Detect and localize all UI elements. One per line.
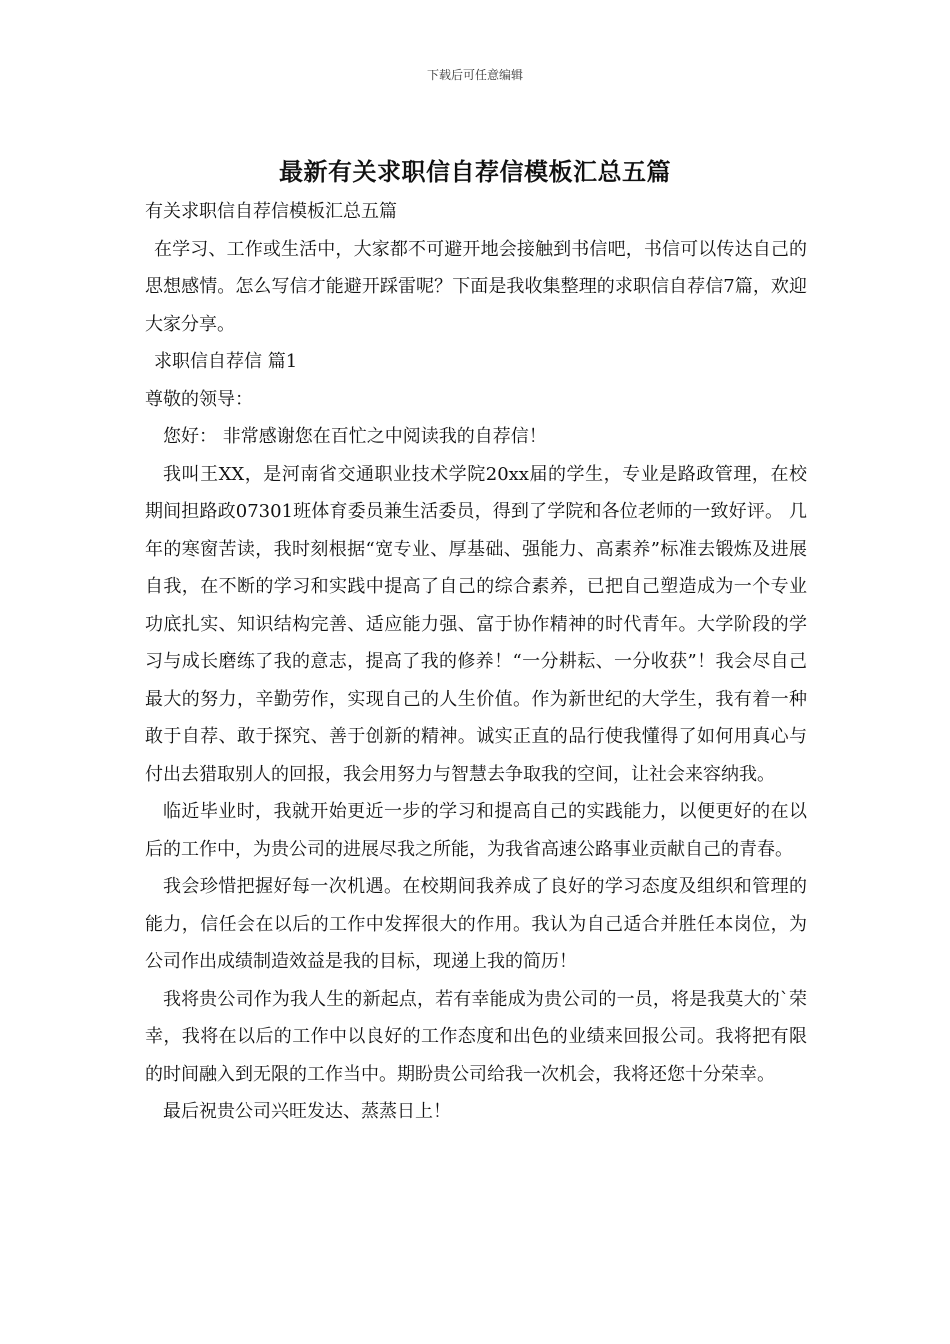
intro-paragraph: 在学习、工作或生活中，大家都不可避开地会接触到书信吧，书信可以传达自己的思想感情。怎么写信才能避开踩雷呢？下面是我收集整理的求职信自荐信7篇，欢迎大家分享。	[145, 238, 807, 335]
body-paragraph: 临近毕业时，我就开始更近一步的学习和提高自己的实践能力，以便更好的在以后的工作中，为贵公司的进展尽我之所能，为我省高速公路事业贡献自己的青春。	[145, 801, 807, 860]
closing-paragraph: 最后祝贵公司兴旺发达、蒸蒸日上！	[163, 1101, 451, 1122]
subtitle-paragraph: 有关求职信自荐信模板汇总五篇	[145, 201, 397, 222]
body-paragraph: 我会珍惜把握好每一次机遇。在校期间我养成了良好的学习态度及组织和管理的能力，信任会在以后的工作中发挥很大的作用。我认为自己适合并胜任本岗位，为公司作出成绩制造效益是我的目标，现递上我的简历！	[145, 876, 807, 972]
header-note: 下载后可任意编辑	[426, 68, 523, 82]
body-paragraph: 我将贵公司作为我人生的新起点，若有幸能成为贵公司的一员，将是我莫大的`荣幸，我将在以后的工作中以良好的工作态度和出色的业绩来回报公司。我将把有限的时间融入到无限的工作当中。期盼贵公司给我一次机会，我将还您十分荣幸。	[145, 988, 807, 1085]
document-body	[145, 193, 807, 1131]
greeting-paragraph: 您好： 非常感谢您在百忙之中阅读我的自荐信！	[163, 426, 547, 447]
document-title: 最新有关求职信自荐信模板汇总五篇	[279, 158, 671, 186]
body-paragraph: 我叫王XX，是河南省交通职业技术学院20xx届的学生，专业是路政管理，在校期间担路政07301班体育委员兼生活委员，得到了学院和各位老师的一致好评。 几年的寒窗苦读，我时刻根据“宽专业、厚基础、强能力、高素养”标准去锻炼及进展自我，在不断的学习和实践中提高了自己的综合素养，已把自己塑造成为一个专业功底扎实、知识结构完善、适应能力强、富于协作精神的时代青年。大学阶段的学习与成长磨练了我的意志，提高了我的修养！“一分耕耘、一分收获”！我会尽自己最大的努力，辛勤劳作，实现自己的人生价值。作为新世纪的大学生，我有着一种敢于自荐、敢于探究、善于创新的精神。诚实正直的品行使我懂得了如何用真心与付出去猎取别人的回报，我会用努力与智慧去争取我的空间，让社会来容纳我。	[145, 463, 807, 785]
section-heading: 求职信自荐信 篇1	[154, 351, 298, 372]
salutation: 尊敬的领导：	[145, 388, 253, 410]
